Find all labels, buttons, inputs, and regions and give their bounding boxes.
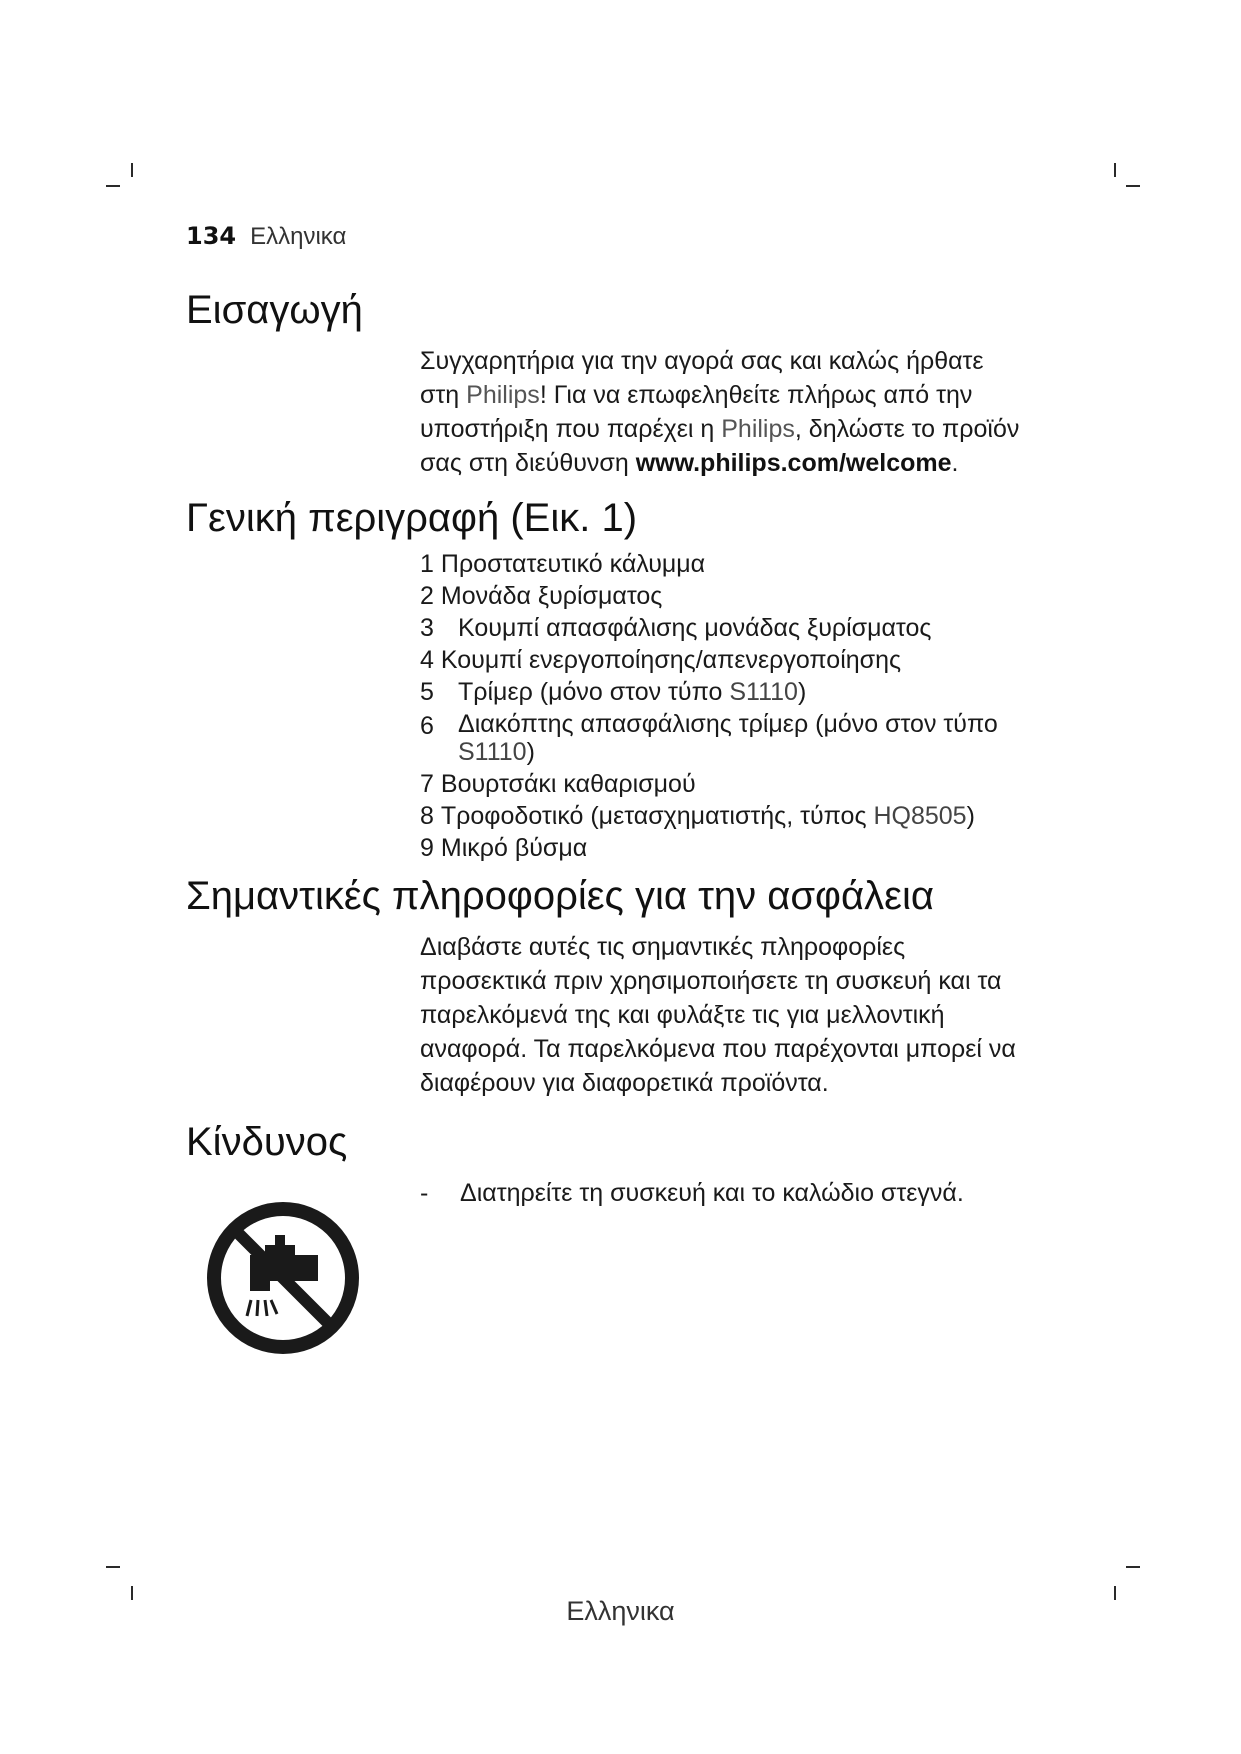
crop-mark (1114, 163, 1116, 177)
danger-item (420, 1176, 1070, 1210)
brand-name: Philips (466, 381, 540, 409)
section-title-danger: Κίνδυνος (186, 1120, 348, 1164)
crop-mark (106, 185, 120, 187)
list-item: 1 Προστατευτικό κάλυμμα (420, 550, 706, 578)
safety-line: Διαβάστε αυτές τις σημαντικές πληροφορίες (420, 933, 906, 961)
intro-line: υποστήριξη που παρέχει η Philips, δηλώστε το προϊόν (420, 415, 1020, 443)
no-water-tap-icon (205, 1200, 361, 1356)
intro-line: σας στη διεύθυνση www.philips.com/welcome. (420, 449, 959, 477)
list-item: 7 Βουρτσάκι καθαρισμού (420, 770, 696, 798)
list-item: 2 Μονάδα ξυρίσματος (420, 582, 663, 610)
brand-name: Philips (721, 415, 795, 443)
list-item: 5 Τρίμερ (μόνο στον τύπο S1110) (420, 678, 807, 706)
parts-list (420, 548, 1070, 864)
list-item: 3 Κουμπί απασφάλισης μονάδας ξυρίσματος (420, 614, 932, 642)
bullet-dash: - (420, 1179, 429, 1207)
intro-paragraph (420, 344, 1070, 480)
list-item: 8 Τροφοδοτικό (μετασχηματιστής, τύπος HQ8505) (420, 802, 975, 830)
model-number: HQ8505 (873, 802, 967, 830)
safety-line: αναφορά. Τα παρελκόμενα που παρέχονται μπορεί να (420, 1035, 1016, 1063)
safety-line: διαφέρουν για διαφορετικά προϊόντα. (420, 1069, 829, 1097)
crop-mark (106, 1566, 120, 1568)
crop-mark (131, 163, 133, 177)
intro-line: Συγχαρητήρια για την αγορά σας και καλώς ήρθατε (420, 347, 984, 375)
section-title-safety: Σημαντικές πληροφορίες για την ασφάλεια (186, 874, 934, 918)
list-item: 6 Διακόπτης απασφάλισης τρίμερ (μόνο στον τύπο S1110) (420, 710, 998, 766)
crop-mark (1126, 185, 1140, 187)
crop-mark (1126, 1566, 1140, 1568)
model-number: S1110 (729, 678, 798, 706)
section-title-overview: Γενική περιγραφή (Εικ. 1) (186, 496, 638, 540)
footer-language: Ελληνικα (566, 1596, 675, 1626)
list-item: 9 Μικρό βύσμα (420, 834, 588, 862)
header-language: Ελληνικα (250, 223, 347, 250)
safety-line: προσεκτικά πριν χρησιμοποιήσετε τη συσκευή και τα (420, 967, 1002, 995)
welcome-url[interactable]: www.philips.com/welcome (635, 449, 952, 477)
danger-text: Διατηρείτε τη συσκευή και το καλώδιο στεγνά. (460, 1179, 964, 1207)
model-number: S1110 (458, 738, 527, 766)
list-item: 4 Κουμπί ενεργοποίησης/απενεργοποίησης (420, 646, 902, 674)
intro-line: στη Philips! Για να επωφεληθείτε πλήρως από την (420, 381, 973, 409)
safety-line: παρελκόμενά της και φυλάξτε τις για μελλοντική (420, 1001, 945, 1029)
page-number: 134 (186, 222, 237, 250)
page-header (186, 222, 346, 251)
safety-paragraph (420, 930, 1070, 1100)
section-title-intro: Εισαγωγή (186, 288, 363, 332)
